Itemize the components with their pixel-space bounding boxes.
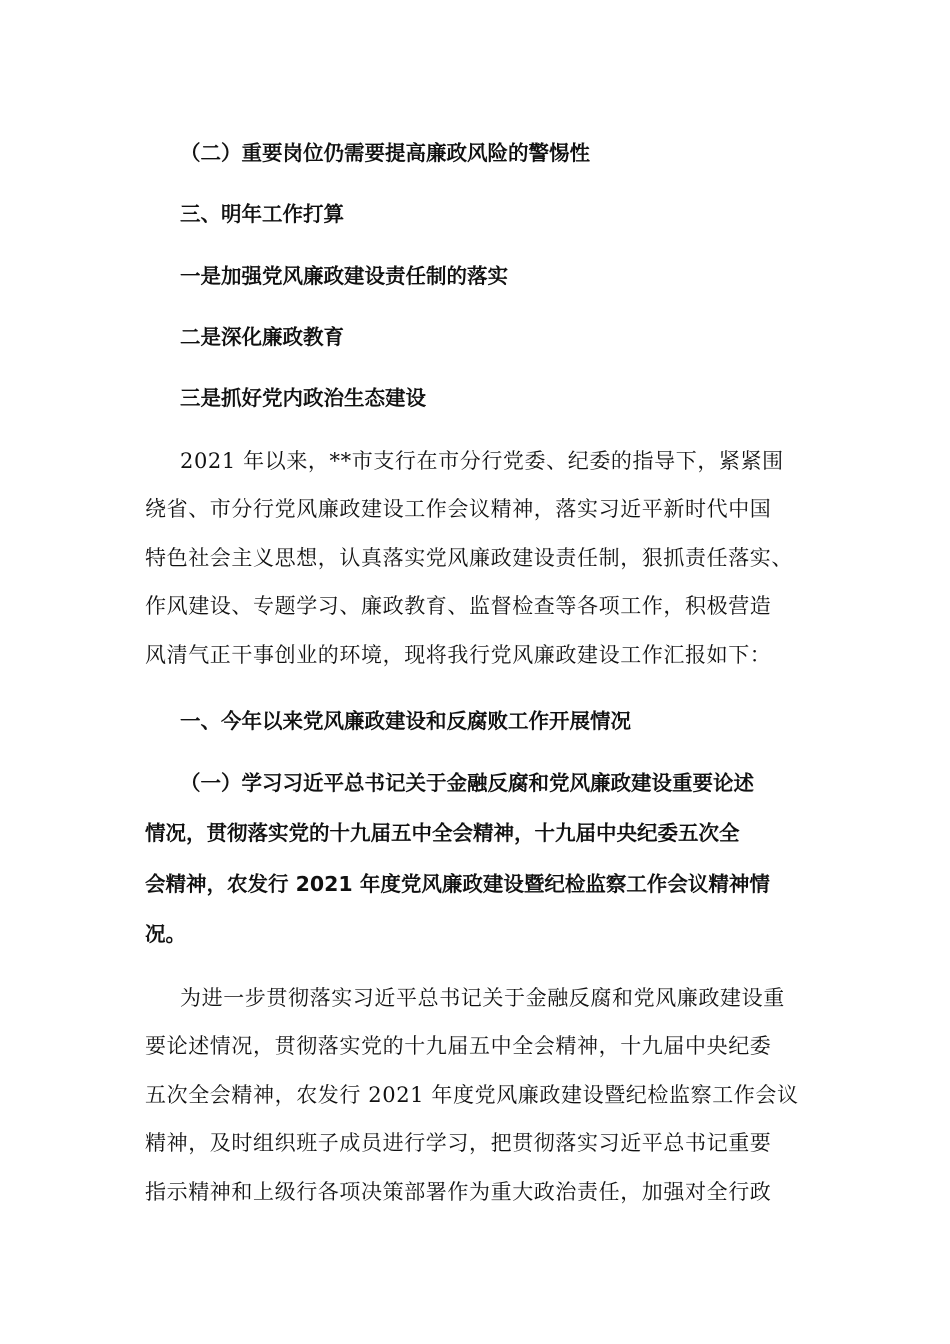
paragraph-line: 为进一步贯彻落实习近平总书记关于金融反腐和党风廉政建设重 (180, 986, 785, 1010)
paragraph-line: 指示精神和上级行各项决策部署作为重大政治责任，加强对全行政 (145, 1180, 772, 1204)
subheading-line: 情况，贯彻落实党的十九届五中全会精神，十九届中央纪委五次全 (145, 821, 740, 845)
heading-point-2: 二是深化廉政教育 (180, 325, 344, 349)
paragraph-line: 要论述情况，贯彻落实党的十九届五中全会精神，十九届中央纪委 (145, 1034, 772, 1058)
heading-section-1: 一、今年以来党风廉政建设和反腐败工作开展情况 (180, 709, 631, 733)
heading-point-1: 一是加强党风廉政建设责任制的落实 (180, 264, 508, 288)
paragraph-line: 2021 年以来，**市支行在市分行党委、纪委的指导下，紧紧围 (180, 449, 784, 473)
paragraph-line: 五次全会精神，农发行 2021 年度党风廉政建设暨纪检监察工作会议 (145, 1083, 799, 1107)
paragraph-line: 风清气正干事创业的环境，现将我行党风廉政建设工作汇报如下： (145, 643, 772, 667)
heading-next-year-plan: 三、明年工作打算 (180, 202, 344, 226)
heading-point-3: 三是抓好党内政治生态建设 (180, 386, 426, 410)
paragraph-line: 绕省、市分行党风廉政建设工作会议精神，落实习近平新时代中国 (145, 497, 772, 521)
paragraph-line: 作风建设、专题学习、廉政教育、监督检查等各项工作，积极营造 (145, 594, 772, 618)
subheading-line: （一）学习习近平总书记关于金融反腐和党风廉政建设重要论述 (180, 771, 754, 795)
subheading-line: 会精神，农发行 2021 年度党风廉政建设暨纪检监察工作会议精神情 (145, 872, 770, 896)
subheading-line: 况。 (145, 922, 186, 946)
heading-important-posts: （二）重要岗位仍需要提高廉政风险的警惕性 (180, 141, 590, 165)
paragraph-line: 精神，及时组织班子成员进行学习，把贯彻落实习近平总书记重要 (145, 1131, 772, 1155)
paragraph-line: 特色社会主义思想，认真落实党风廉政建设责任制，狠抓责任落实、 (145, 546, 793, 570)
